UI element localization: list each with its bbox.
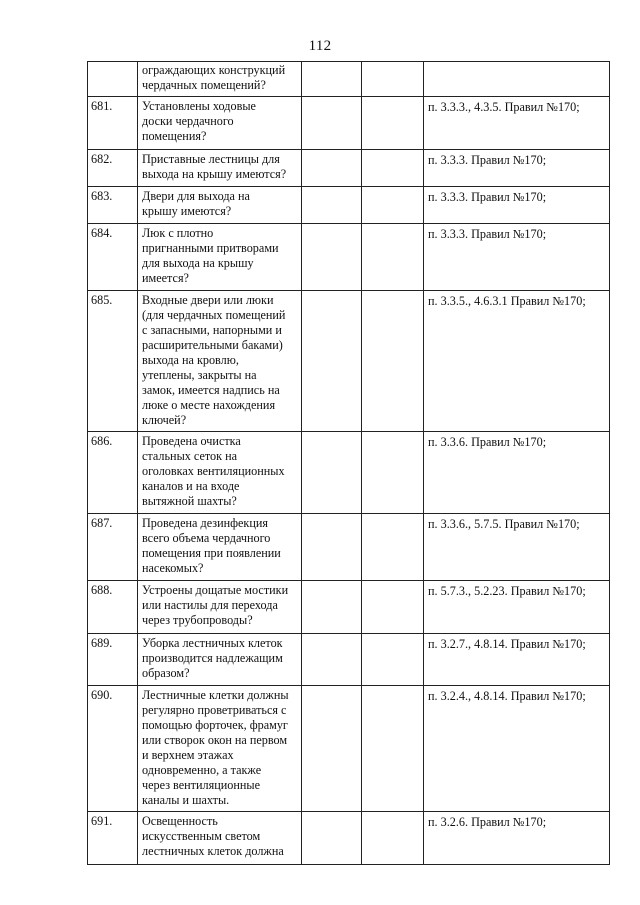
item-number-cell: 687.	[88, 514, 138, 581]
answer-cell-no	[362, 514, 424, 581]
answer-cell-yes	[302, 686, 362, 812]
item-number-cell: 688.	[88, 581, 138, 634]
item-number-cell: 685.	[88, 291, 138, 432]
answer-cell-no	[362, 581, 424, 634]
answer-cell-yes	[302, 97, 362, 150]
table-row	[88, 97, 610, 150]
item-number-cell: 690.	[88, 686, 138, 812]
question-cell: Лестничные клетки должны регулярно проветриваться с помощью форточек, фрамуг или створок окон на первом и верхнем этажах одновременно, а также через вентиляционные каналы и шахты.	[138, 686, 302, 812]
answer-cell-yes	[302, 514, 362, 581]
table-row	[88, 187, 610, 224]
item-number-cell: 689.	[88, 634, 138, 686]
page-number: 112	[308, 38, 332, 54]
reference-cell: п. 3.3.5., 4.6.3.1 Правил №170;	[424, 291, 610, 432]
requirements-table	[87, 61, 610, 865]
reference-cell: п. 3.2.6. Правил №170;	[424, 812, 610, 865]
table-row	[88, 581, 610, 634]
question-cell: ограждающих конструкций чердачных помещений?	[138, 62, 302, 97]
reference-cell: п. 3.3.3. Правил №170;	[424, 224, 610, 291]
answer-cell-no	[362, 634, 424, 686]
question-cell: Входные двери или люки (для чердачных помещений с запасными, напорными и расширительными баками) выхода на кровлю, утеплены, закрыты на замок, имеется надпись на люке о месте нахождения ключей?	[138, 291, 302, 432]
item-number-cell	[88, 62, 138, 97]
item-number-cell: 683.	[88, 187, 138, 224]
answer-cell-no	[362, 432, 424, 514]
question-cell: Установлены ходовые доски чердачного помещения?	[138, 97, 302, 150]
answer-cell-yes	[302, 432, 362, 514]
reference-cell: п. 3.2.7., 4.8.14. Правил №170;	[424, 634, 610, 686]
table-row	[88, 812, 610, 865]
reference-cell: п. 3.2.4., 4.8.14. Правил №170;	[424, 686, 610, 812]
question-cell: Проведена дезинфекция всего объема чердачного помещения при появлении насекомых?	[138, 514, 302, 581]
reference-cell: п. 3.3.6., 5.7.5. Правил №170;	[424, 514, 610, 581]
question-cell: Приставные лестницы для выхода на крышу имеются?	[138, 150, 302, 187]
answer-cell-yes	[302, 187, 362, 224]
table-row	[88, 291, 610, 432]
question-cell: Устроены дощатые мостики или настилы для перехода через трубопроводы?	[138, 581, 302, 634]
answer-cell-yes	[302, 224, 362, 291]
answer-cell-no	[362, 62, 424, 97]
table-row	[88, 432, 610, 514]
item-number-cell: 682.	[88, 150, 138, 187]
answer-cell-yes	[302, 581, 362, 634]
answer-cell-no	[362, 187, 424, 224]
reference-cell: п. 3.3.6. Правил №170;	[424, 432, 610, 514]
reference-cell: п. 5.7.3., 5.2.23. Правил №170;	[424, 581, 610, 634]
answer-cell-no	[362, 291, 424, 432]
table-row	[88, 150, 610, 187]
answer-cell-no	[362, 97, 424, 150]
answer-cell-no	[362, 812, 424, 865]
answer-cell-yes	[302, 634, 362, 686]
question-cell: Проведена очистка стальных сеток на оголовках вентиляционных каналов и на входе вытяжной шахты?	[138, 432, 302, 514]
question-cell: Уборка лестничных клеток производится надлежащим образом?	[138, 634, 302, 686]
question-cell: Люк с плотно пригнанными притворами для выхода на крышу имеется?	[138, 224, 302, 291]
question-cell: Освещенность искусственным светом лестничных клеток должна	[138, 812, 302, 865]
table-row	[88, 686, 610, 812]
answer-cell-yes	[302, 62, 362, 97]
reference-cell: п. 3.3.3. Правил №170;	[424, 187, 610, 224]
table-row	[88, 634, 610, 686]
reference-cell: п. 3.3.3., 4.3.5. Правил №170;	[424, 97, 610, 150]
answer-cell-yes	[302, 812, 362, 865]
answer-cell-no	[362, 224, 424, 291]
item-number-cell: 691.	[88, 812, 138, 865]
table-row	[88, 224, 610, 291]
reference-cell	[424, 62, 610, 97]
reference-cell: п. 3.3.3. Правил №170;	[424, 150, 610, 187]
question-cell: Двери для выхода на крышу имеются?	[138, 187, 302, 224]
table-row	[88, 514, 610, 581]
item-number-cell: 686.	[88, 432, 138, 514]
answer-cell-no	[362, 150, 424, 187]
item-number-cell: 684.	[88, 224, 138, 291]
table-row	[88, 62, 610, 97]
item-number-cell: 681.	[88, 97, 138, 150]
answer-cell-yes	[302, 291, 362, 432]
answer-cell-yes	[302, 150, 362, 187]
answer-cell-no	[362, 686, 424, 812]
